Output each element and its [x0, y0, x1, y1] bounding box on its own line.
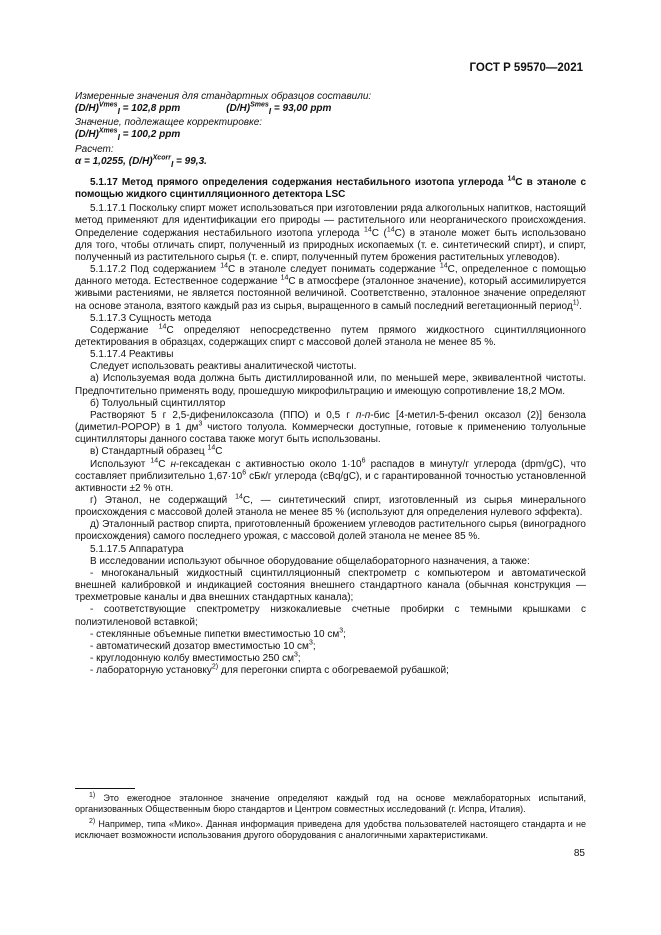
formula-s-label: (D/H) — [226, 103, 251, 115]
text-run: Растворяют 5 г 2,5-дифенилоксазола (ППО) и 0,5 г — [90, 409, 356, 421]
superscript: 14 — [150, 457, 159, 465]
text-run: для перегонки спирта с обогреваемой рубашкой; — [218, 665, 449, 677]
superscript: 14 — [439, 262, 448, 270]
superscript: 3 — [308, 639, 313, 647]
text-run: - автоматический дозатор вместимостью 10 см — [90, 640, 309, 652]
paragraph-reagents: Следует использовать реактивы аналитической чистоты. — [90, 361, 357, 373]
superscript: 14 — [364, 226, 372, 234]
superscript: 3 — [198, 420, 203, 428]
measured-values-line — [75, 103, 586, 117]
text-run: - лабораторную установку — [90, 665, 212, 677]
superscript: 6 — [361, 457, 366, 465]
formula-x-sup: Xmes — [98, 128, 118, 136]
footnote-text: Например, типа «Мико». Данная информация приведена для удобства пользователей настоящего стандарта и не исключает возможности использования другого оборудования с аналогичными характеристиками. — [75, 819, 586, 840]
calc-sub: I — [170, 158, 174, 169]
text-run: г) Этанол, не содержащий — [90, 495, 236, 506]
superscript: 14 — [386, 226, 395, 234]
text-run: ; — [297, 653, 301, 665]
text-run: -гексадекан с активностью около 1·10 — [176, 458, 362, 470]
reagent-item-a: а) Используемая вода должна быть дистиллированной или, по меньшей мере, эквивалентной чистоты. Предпочтительно применять воду, прошедшую микрофильтрацию и имеющую сопротивление 18,2 МОм. — [75, 373, 586, 397]
formula-s-sub: I — [268, 106, 272, 117]
text-run: С — [215, 446, 223, 458]
text-run: С, определенное с помощью данного метода. Естественное содержание — [75, 264, 586, 288]
footnotes — [75, 793, 586, 845]
apparatus-item-distillation — [75, 665, 586, 677]
footnote-mark: 1) — [89, 792, 96, 799]
footnote-1 — [75, 793, 586, 815]
calculation-title: Расчет: — [75, 143, 114, 155]
text-run: С — [158, 458, 171, 470]
reagent-item-d — [75, 495, 586, 519]
text-run-italic: п-п — [355, 409, 371, 421]
text-run: ; — [312, 640, 316, 652]
section-heading-text-end: С в этаноле с помощью жидкого сцинтилляционного детектора LSC — [75, 176, 587, 201]
paragraph-5-1-17-1 — [75, 203, 586, 264]
text-run: . — [578, 300, 582, 312]
formula-s-value: = 93,00 ppm — [271, 103, 332, 115]
footnote-ref[interactable]: 2) — [211, 663, 219, 671]
text-run: С определяют непосредственно путем прямого жидкостного сцинтилляционного детектирования в образцах, содержащих спирт с массовой долей этанола не менее 85 %. — [75, 324, 586, 348]
superscript: 14 — [280, 274, 289, 282]
text-run: распадов в минуту/г углерода (dpm/gC), что составляет приблизительно 1,67·10 — [75, 458, 587, 482]
section-heading-sup: 14 — [507, 175, 516, 183]
superscript: 3 — [293, 651, 298, 659]
text-run: С в этаноле следует понимать содержание — [228, 264, 440, 276]
superscript: 14 — [220, 262, 229, 270]
formula-s-sup: Smes — [250, 101, 269, 109]
text-run: 5.1.17.2 Под содержанием — [90, 264, 221, 276]
superscript: 3 — [339, 627, 344, 635]
text-run: чистого толуола. Коммерчески доступные, готовые к применению толуольные сцинтилляторы данного состава также могут быть использованы. — [75, 422, 586, 446]
reagent-item-b-text — [75, 410, 586, 446]
correction-value-line — [75, 129, 586, 143]
paragraph-apparatus: В исследовании используют обычное оборудование общелабораторного назначения, а также: — [90, 555, 530, 567]
calc-alpha: α = 1,0255, — [75, 155, 129, 167]
superscript: 14 — [235, 493, 243, 501]
correction-title: Значение, подлежащее корректировке: — [75, 117, 263, 129]
text-run: 5.1.17.1 Поскольку спирт может использоваться при изготовлении ряда алкогольных напитков, настоящий метод применяют для идентификации его природы — растительного или неорганического происхождения. Определение содержания нестабильного изотопа углерода — [75, 203, 586, 239]
section-heading — [75, 177, 586, 201]
reagent-item-e: д) Эталонный раствор спирта, приготовленный брожением углеводов растительного сырья (виноградного происхождения) самого последнего урожая, с массовой долей этанола не менее 85 %. — [75, 519, 586, 543]
measured-values-title: Измеренные значения для стандартных образцов составили: — [75, 91, 372, 102]
reagent-item-b: б) Толуольный сцинтиллятор — [90, 397, 226, 409]
document-code: ГОСТ Р 59570—2021 — [469, 62, 583, 74]
paragraph-principle — [75, 325, 586, 349]
superscript: 14 — [207, 445, 216, 453]
text-run: С) в этаноле может быть использовано для того, чтобы отличать спирт, полученный из природных ископаемых (т. е. синтетический спирт), и спирт, полученный из растительного сырья (т. е. спирт, полученный путем брожения растительных углеводов). — [75, 227, 586, 263]
formula-v-sup: Vmes — [98, 101, 118, 109]
footnote-ref[interactable]: 1) — [572, 299, 579, 307]
subheading-apparatus: 5.1.17.5 Аппаратура — [90, 543, 184, 555]
calc-sup: Xcorr — [152, 154, 171, 162]
formula-x-sub: I — [117, 132, 120, 143]
formula-v-value: = 102,8 ppm — [119, 103, 181, 115]
text-run: Содержание — [90, 324, 159, 336]
subheading-reagents: 5.1.17.4 Реактивы — [90, 349, 174, 361]
text-run: ; — [343, 628, 346, 640]
text-run: С, — синтетический спирт, изготовленный из сырья минерального происхождения с массовой долей этанола не менее 85 % (используют для определения нулевого эффекта). — [75, 495, 586, 519]
text-run: С в атмосфере (эталонное значение), который ассимилируется живыми растениями, не является постоянной величиной. Соответственно, эталонное значение определяют на основе этанола, взятого каждый раз из сырья, выращенного в самый последний вегетационный период — [75, 276, 586, 312]
text-run: -бис [4-метил-5-фенил оксазол (2)] бензола (диметил-POPOP) в 1 дм — [75, 409, 586, 434]
footnote-text: Это ежегодное эталонное значение определяют каждый год на основе межлабораторных испытаний, организованных Общественным бюро стандартов и Центром совместных исследований (г. Испра, Италия). — [75, 793, 586, 814]
text-run-italic: н — [170, 458, 177, 470]
text-run: сБк/г углерода (cBq/gC), и с гарантированной точностью установленной активности ±2 % отн. — [75, 470, 586, 494]
page-number: 85 — [573, 848, 585, 859]
apparatus-item-vials: - соответствующие спектрометру низкокалиевые счетные пробирки с темными крышками с полиэтиленовой вставкой; — [75, 604, 586, 628]
calculation-line — [75, 156, 586, 170]
superscript: 6 — [242, 469, 247, 477]
formula-x-value: = 100,2 ppm — [119, 129, 181, 141]
calc-label: (D/H) — [128, 155, 153, 167]
footnote-separator — [75, 788, 135, 789]
apparatus-item-spectrometer: - многоканальный жидкостный сцинтилляционный спектрометр с компьютером и автоматической внешней калибровкой и индикацией состояния внешнего стандартного канала (обычная конструкция — трехметровые каналы и два внешних стандартных канала); — [75, 567, 586, 604]
text-run: - круглодонную колбу вместимостью 250 см — [90, 653, 294, 665]
apparatus-item-pipettes — [75, 629, 586, 641]
subheading-principle: 5.1.17.3 Сущность метода — [90, 312, 212, 324]
formula-v-sub: I — [117, 106, 120, 117]
calc-value: = 99,3. — [173, 155, 207, 167]
paragraph-5-1-17-2 — [75, 264, 586, 313]
reagent-item-c-text — [75, 459, 586, 495]
text-run: - стеклянные объемные пипетки вместимостью 10 см — [90, 628, 340, 640]
section-heading-text: 5.1.17 Метод прямого определения содержания нестабильного изотопа углерода — [90, 176, 508, 188]
formula-v-label: (D/H) — [75, 103, 99, 115]
apparatus-item-dispenser — [75, 641, 586, 653]
footnote-mark: 2) — [89, 818, 96, 825]
text-run: С ( — [371, 227, 387, 239]
text-run: в) Стандартный образец — [90, 446, 208, 458]
formula-x-label: (D/H) — [75, 129, 99, 141]
text-run: Используют — [90, 458, 151, 470]
apparatus-item-flask — [75, 653, 586, 665]
page-body — [75, 91, 586, 677]
footnote-2 — [75, 819, 586, 841]
superscript: 14 — [158, 323, 167, 331]
